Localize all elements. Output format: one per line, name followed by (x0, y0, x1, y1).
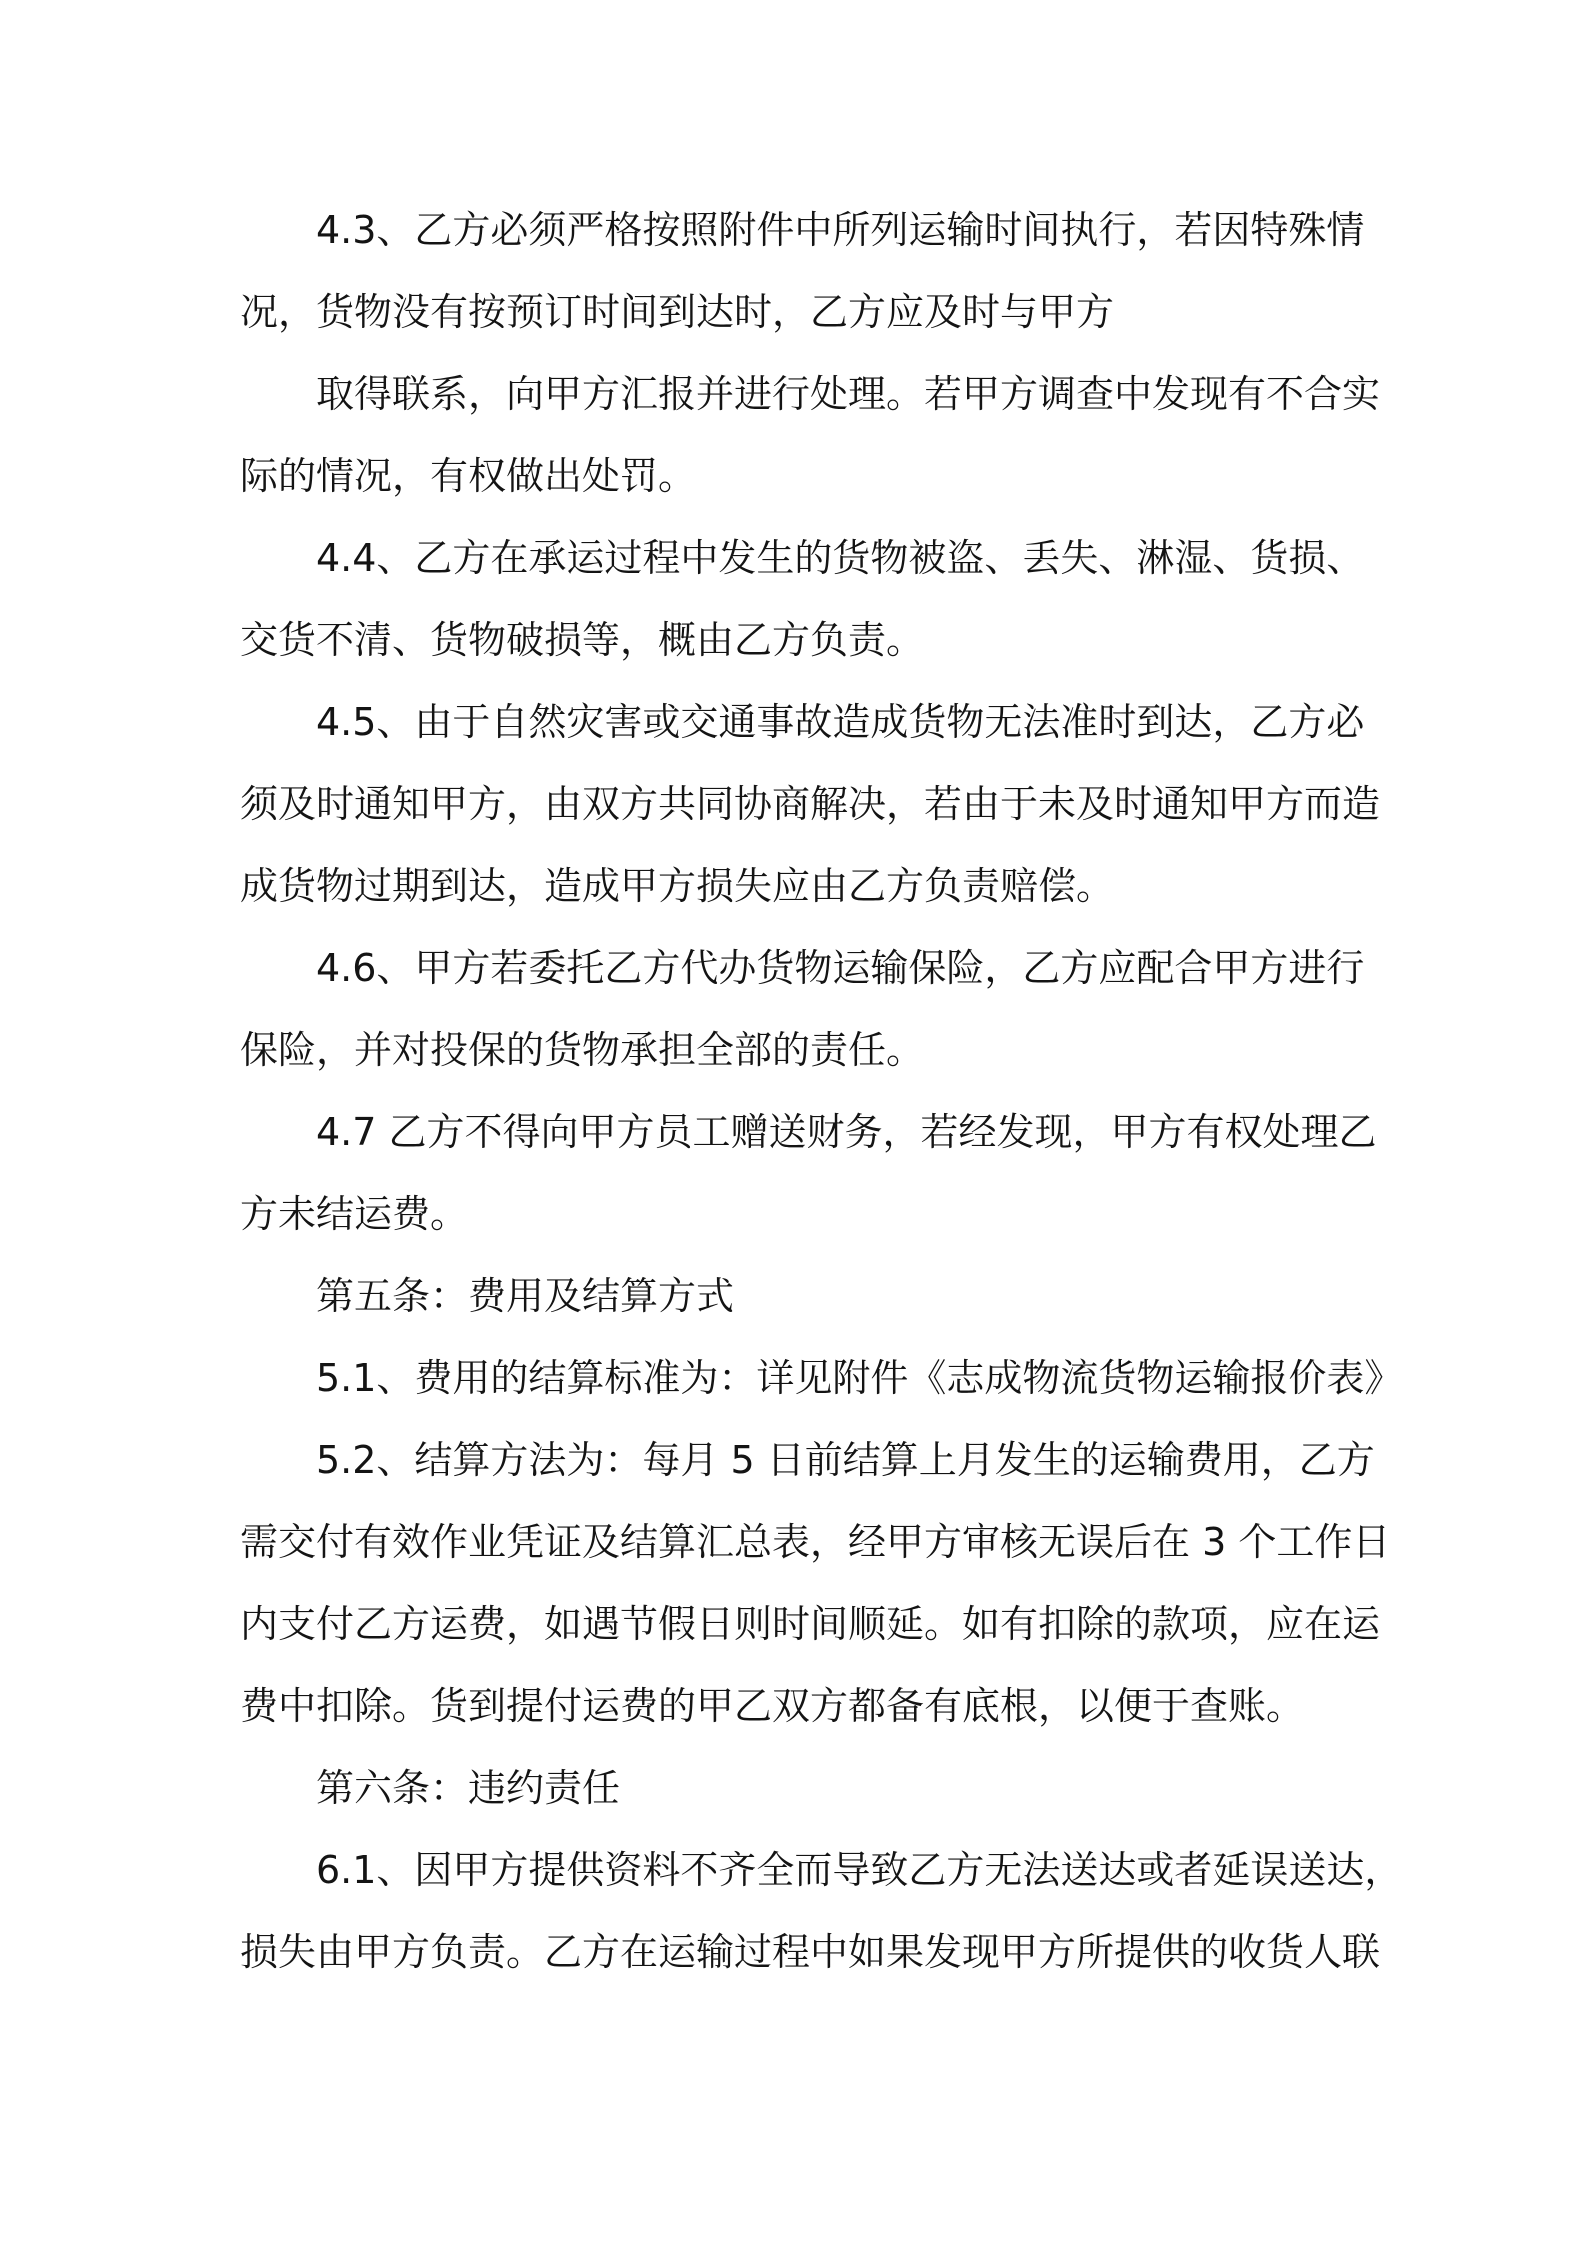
text-line: 6.1、因甲方提供资料不齐全而导致乙方无法送达或者延误送达， (316, 1848, 1403, 1892)
text-line: 内支付乙方运费，如遇节假日则时间顺延。如有扣除的款项，应在运 (240, 1602, 1381, 1646)
text-line: 5.2、结算方法为：每月 5 日前结算上月发生的运输费用，乙方 (316, 1438, 1375, 1482)
text-line: 须及时通知甲方，由双方共同协商解决，若由于未及时通知甲方而造 (240, 782, 1381, 826)
text-line: 损失由甲方负责。乙方在运输过程中如果发现甲方所提供的收货人联 (240, 1930, 1381, 1974)
text-line: 4.6、甲方若委托乙方代办货物运输保险，乙方应配合甲方进行 (316, 946, 1365, 990)
document-page (240, 0, 1403, 2244)
text-line: 方未结运费。 (240, 1192, 469, 1236)
text-line: 交货不清、货物破损等，概由乙方负责。 (240, 618, 925, 662)
text-line: 4.3、乙方必须严格按照附件中所列运输时间执行，若因特殊情 (316, 208, 1365, 252)
text-line: 需交付有效作业凭证及结算汇总表，经甲方审核无误后在 3 个工作日 (240, 1520, 1391, 1564)
text-line: 5.1、费用的结算标准为：详见附件《志成物流货物运输报价表》 (316, 1356, 1403, 1400)
text-line: 取得联系，向甲方汇报并进行处理。若甲方调查中发现有不合实 (316, 372, 1381, 416)
text-line: 保险，并对投保的货物承担全部的责任。 (240, 1028, 925, 1072)
text-line: 况，货物没有按预订时间到达时，乙方应及时与甲方 (240, 290, 1115, 334)
text-line: 际的情况，有权做出处罚。 (240, 454, 697, 498)
section-heading: 第五条：费用及结算方式 (316, 1274, 735, 1318)
section-heading: 第六条：违约责任 (316, 1766, 621, 1810)
text-line: 4.4、乙方在承运过程中发生的货物被盗、丢失、淋湿、货损、 (316, 536, 1365, 580)
text-line: 成货物过期到达，造成甲方损失应由乙方负责赔偿。 (240, 864, 1115, 908)
text-line: 费中扣除。货到提付运费的甲乙双方都备有底根，以便于查账。 (240, 1684, 1305, 1728)
text-line: 4.5、由于自然灾害或交通事故造成货物无法准时到达，乙方必 (316, 700, 1365, 744)
text-line: 4.7 乙方不得向甲方员工赠送财务，若经发现，甲方有权处理乙 (316, 1110, 1377, 1154)
